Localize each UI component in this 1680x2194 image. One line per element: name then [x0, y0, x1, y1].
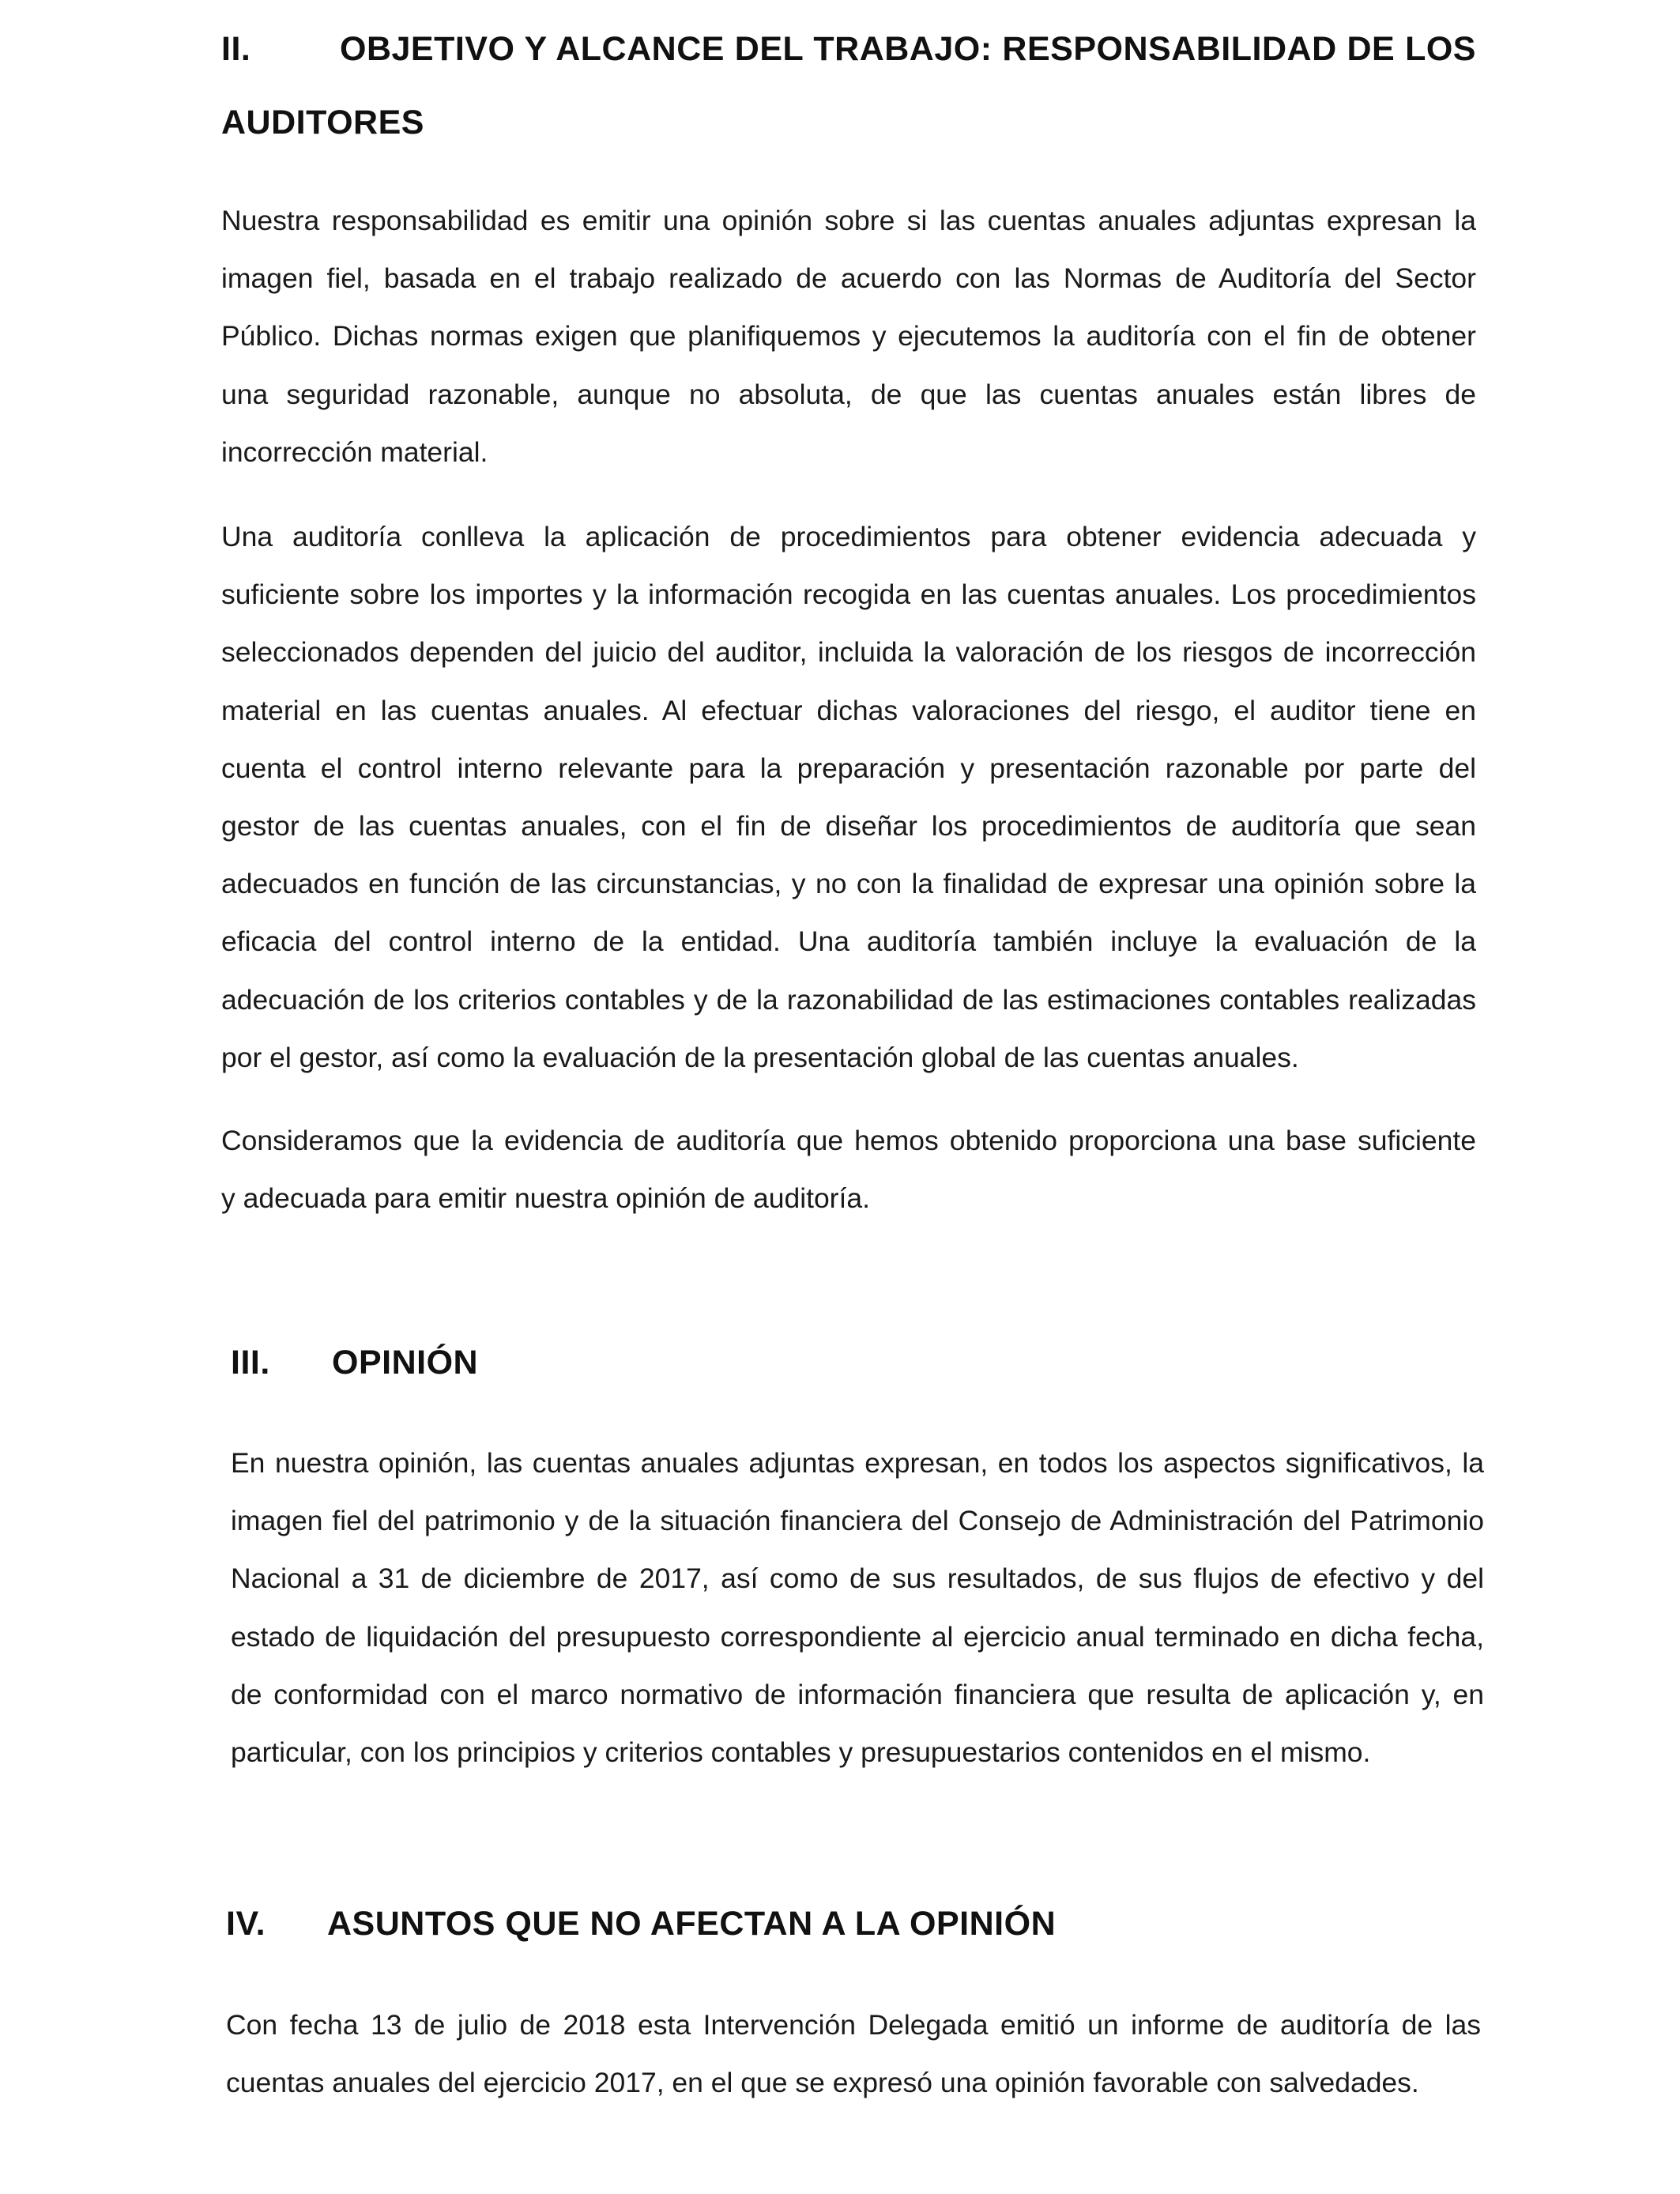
text-line: Nuestra responsabilidad es emitir una opinión sobre si las cuentas anuales adjuntas expresan la [221, 205, 1476, 236]
text-line: Nacional a 31 de diciembre de 2017, así como de sus resultados, de sus flujos de efectivo y del [231, 1563, 1484, 1595]
text-line: En nuestra opinión, las cuentas anuales adjuntas expresan, en todos los aspectos significativos, la [231, 1447, 1484, 1479]
text-line: incorrección material. [221, 435, 488, 468]
text-line: Una auditoría conlleva la aplicación de procedimientos para obtener evidencia adecuada y [221, 521, 1476, 552]
section-ii-number: II. [221, 30, 251, 68]
text-line: imagen fiel del patrimonio y de la situación financiera del Consejo de Administración del Patrimonio [231, 1505, 1484, 1537]
text-line: por el gestor, así como la evaluación de la presentación global de las cuentas anuales. [221, 1041, 1299, 1073]
section-iii-paragraph-1 [231, 1434, 1484, 1781]
text-line: Consideramos que la evidencia de auditoría que hemos obtenido proporciona una base suficiente [221, 1125, 1476, 1156]
text-line: material en las cuentas anuales. Al efectuar dichas valoraciones del riesgo, el auditor tiene en [221, 694, 1476, 726]
text-line: una seguridad razonable, aunque no absoluta, de que las cuentas anuales están libres de [221, 378, 1476, 410]
text-line: imagen fiel, basada en el trabajo realizado de acuerdo con las Normas de Auditoría del Sector [221, 262, 1476, 295]
section-iv-title: ASUNTOS QUE NO AFECTAN A LA OPINIÓN [327, 1905, 1057, 1943]
section-ii-paragraph-1 [221, 192, 1476, 481]
text-line: particular, con los principios y criterios contables y presupuestarios contenidos en el mismo. [231, 1736, 1371, 1768]
text-line: cuenta el control interno relevante para la preparación y presentación razonable por parte del [221, 752, 1476, 784]
text-line: de conformidad con el marco normativo de información financiera que resulta de aplicación y, en [231, 1678, 1484, 1710]
section-iii-title: OPINIÓN [332, 1344, 479, 1382]
text-line: gestor de las cuentas anuales, con el fin de diseñar los procedimientos de auditoría que sean [221, 809, 1476, 842]
text-line: adecuación de los criterios contables y de la razonabilidad de las estimaciones contables realizadas [221, 983, 1476, 1016]
section-ii-paragraph-3 [221, 1112, 1476, 1227]
section-ii-heading [221, 30, 1476, 69]
text-line: Con fecha 13 de julio de 2018 esta Intervención Delegada emitió un informe de auditoría de las [226, 2009, 1481, 2041]
section-ii-paragraph-2 [221, 508, 1476, 1087]
text-line: seleccionados dependen del juicio del auditor, incluida la valoración de los riesgos de incorrección [221, 636, 1476, 669]
text-line: cuentas anuales del ejercicio 2017, en el que se expresó una opinión favorable con salvedades. [226, 2067, 1419, 2099]
text-line: Público. Dichas normas exigen que planifiquemos y ejecutemos la auditoría con el fin de obtener [221, 320, 1476, 352]
section-iii-heading [231, 1344, 478, 1382]
text-line: y adecuada para emitir nuestra opinión de auditoría. [221, 1182, 870, 1215]
section-ii-title-line1: OBJETIVO Y ALCANCE DEL TRABAJO: RESPONSABILIDAD DE LOS [340, 30, 1476, 68]
section-ii-title-line2: AUDITORES [221, 104, 424, 141]
section-iv-heading [226, 1905, 1056, 1943]
text-line: estado de liquidación del presupuesto correspondiente al ejercicio anual terminado en dicha fecha, [231, 1620, 1484, 1653]
text-line: eficacia del control interno de la entidad. Una auditoría también incluye la evaluación de la [221, 925, 1476, 958]
section-ii-title-line1-row [221, 30, 1476, 69]
section-iv-paragraph-1 [226, 1996, 1481, 2112]
section-iv-number: IV. [226, 1905, 266, 1943]
text-line: suficiente sobre los importes y la información recogida en las cuentas anuales. Los procedimientos [221, 579, 1476, 611]
section-iii-number: III. [231, 1344, 270, 1382]
text-line: adecuados en función de las circunstancias, y no con la finalidad de expresar una opinión sobre la [221, 868, 1476, 900]
